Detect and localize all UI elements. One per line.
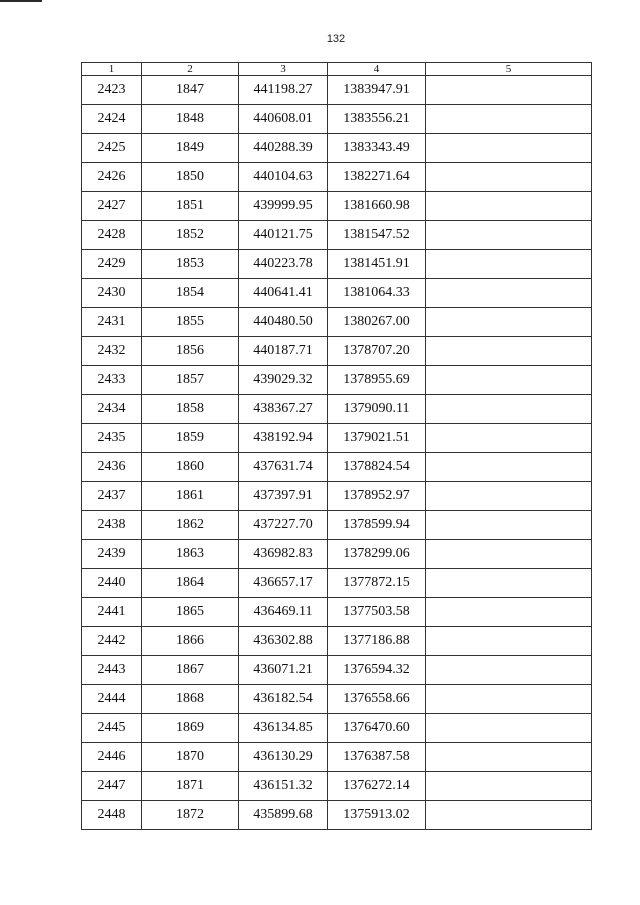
table-cell-col-5	[426, 627, 592, 656]
table-cell-col-5	[426, 714, 592, 743]
table-cell-col-4: 1378955.69	[328, 366, 426, 395]
table-cell-col-4: 1377503.58	[328, 598, 426, 627]
table-cell-col-2: 1862	[142, 511, 239, 540]
table-cell-col-5	[426, 424, 592, 453]
table-cell-col-1: 2436	[82, 453, 142, 482]
table-cell-col-5	[426, 569, 592, 598]
table-cell-col-3: 436302.88	[239, 627, 328, 656]
coordinates-table	[81, 62, 592, 830]
table-cell-col-4: 1377186.88	[328, 627, 426, 656]
table-cell-col-4: 1378599.94	[328, 511, 426, 540]
column-header-4: 4	[328, 63, 426, 76]
table-cell-col-1: 2433	[82, 366, 142, 395]
table-cell-col-4: 1381660.98	[328, 192, 426, 221]
table-cell-col-2: 1866	[142, 627, 239, 656]
table-cell-col-5	[426, 250, 592, 279]
table-header-row	[82, 63, 592, 76]
table-cell-col-3: 436657.17	[239, 569, 328, 598]
table-row	[82, 424, 592, 453]
table-cell-col-5	[426, 453, 592, 482]
table-cell-col-3: 440288.39	[239, 134, 328, 163]
column-header-1: 1	[82, 63, 142, 76]
table-row	[82, 250, 592, 279]
table-cell-col-1: 2441	[82, 598, 142, 627]
table-cell-col-1: 2429	[82, 250, 142, 279]
table-cell-col-2: 1857	[142, 366, 239, 395]
page-number: 132	[326, 33, 346, 45]
scan-edge-mark	[0, 0, 42, 2]
table-cell-col-5	[426, 598, 592, 627]
table-cell-col-2: 1849	[142, 134, 239, 163]
table-cell-col-4: 1383556.21	[328, 105, 426, 134]
table-cell-col-5	[426, 337, 592, 366]
table-cell-col-5	[426, 482, 592, 511]
table-cell-col-4: 1383947.91	[328, 76, 426, 105]
table-cell-col-4: 1378952.97	[328, 482, 426, 511]
table-row	[82, 685, 592, 714]
table-cell-col-1: 2447	[82, 772, 142, 801]
table-row	[82, 714, 592, 743]
table-cell-col-1: 2437	[82, 482, 142, 511]
table-cell-col-3: 436071.21	[239, 656, 328, 685]
table-cell-col-4: 1376387.58	[328, 743, 426, 772]
table-cell-col-4: 1379090.11	[328, 395, 426, 424]
table-cell-col-3: 440480.50	[239, 308, 328, 337]
table-row	[82, 453, 592, 482]
table-row	[82, 366, 592, 395]
table-cell-col-5	[426, 134, 592, 163]
table-cell-col-2: 1854	[142, 279, 239, 308]
table-cell-col-3: 438192.94	[239, 424, 328, 453]
table-cell-col-2: 1863	[142, 540, 239, 569]
table-cell-col-2: 1870	[142, 743, 239, 772]
table-row	[82, 569, 592, 598]
table-cell-col-1: 2427	[82, 192, 142, 221]
table-row	[82, 395, 592, 424]
table-body	[82, 76, 592, 830]
table-cell-col-4: 1377872.15	[328, 569, 426, 598]
table-row	[82, 337, 592, 366]
table-cell-col-1: 2434	[82, 395, 142, 424]
table-cell-col-5	[426, 772, 592, 801]
table-cell-col-1: 2428	[82, 221, 142, 250]
table-row	[82, 163, 592, 192]
table-cell-col-2: 1856	[142, 337, 239, 366]
table-cell-col-2: 1859	[142, 424, 239, 453]
table-row	[82, 511, 592, 540]
table-cell-col-5	[426, 221, 592, 250]
table-cell-col-3: 438367.27	[239, 395, 328, 424]
table-cell-col-4: 1378299.06	[328, 540, 426, 569]
table-cell-col-2: 1864	[142, 569, 239, 598]
table-cell-col-2: 1851	[142, 192, 239, 221]
table-cell-col-4: 1378824.54	[328, 453, 426, 482]
table-cell-col-4: 1375913.02	[328, 801, 426, 830]
table-cell-col-4: 1376594.32	[328, 656, 426, 685]
table-row	[82, 482, 592, 511]
table-cell-col-2: 1865	[142, 598, 239, 627]
table-cell-col-5	[426, 192, 592, 221]
table-cell-col-4: 1380267.00	[328, 308, 426, 337]
table-row	[82, 279, 592, 308]
table-cell-col-3: 440187.71	[239, 337, 328, 366]
table-cell-col-3: 440104.63	[239, 163, 328, 192]
table-row	[82, 76, 592, 105]
table-cell-col-5	[426, 279, 592, 308]
table-cell-col-2: 1868	[142, 685, 239, 714]
table-cell-col-5	[426, 395, 592, 424]
table-cell-col-5	[426, 540, 592, 569]
table-cell-col-3: 440641.41	[239, 279, 328, 308]
table-cell-col-5	[426, 76, 592, 105]
table-row	[82, 105, 592, 134]
table-cell-col-2: 1850	[142, 163, 239, 192]
table-cell-col-2: 1848	[142, 105, 239, 134]
table-cell-col-1: 2440	[82, 569, 142, 598]
table-row	[82, 656, 592, 685]
table-cell-col-3: 441198.27	[239, 76, 328, 105]
table-cell-col-3: 437227.70	[239, 511, 328, 540]
column-header-3: 3	[239, 63, 328, 76]
table-cell-col-3: 437631.74	[239, 453, 328, 482]
table-cell-col-2: 1871	[142, 772, 239, 801]
table-cell-col-4: 1379021.51	[328, 424, 426, 453]
table-cell-col-3: 440223.78	[239, 250, 328, 279]
table-cell-col-1: 2448	[82, 801, 142, 830]
table-cell-col-3: 436151.32	[239, 772, 328, 801]
table-row	[82, 221, 592, 250]
table-cell-col-1: 2438	[82, 511, 142, 540]
table-cell-col-1: 2435	[82, 424, 142, 453]
table-cell-col-1: 2446	[82, 743, 142, 772]
table-row	[82, 134, 592, 163]
table-cell-col-5	[426, 656, 592, 685]
table-cell-col-3: 439999.95	[239, 192, 328, 221]
table-cell-col-4: 1381064.33	[328, 279, 426, 308]
table-cell-col-5	[426, 308, 592, 337]
table-cell-col-5	[426, 366, 592, 395]
column-header-5: 5	[426, 63, 592, 76]
table-cell-col-3: 436130.29	[239, 743, 328, 772]
table-cell-col-4: 1376470.60	[328, 714, 426, 743]
table-cell-col-5	[426, 511, 592, 540]
table-cell-col-3: 436469.11	[239, 598, 328, 627]
table-cell-col-3: 436134.85	[239, 714, 328, 743]
table-cell-col-1: 2424	[82, 105, 142, 134]
table-cell-col-3: 439029.32	[239, 366, 328, 395]
table-cell-col-4: 1381451.91	[328, 250, 426, 279]
table-cell-col-5	[426, 685, 592, 714]
table-cell-col-2: 1852	[142, 221, 239, 250]
table-cell-col-1: 2426	[82, 163, 142, 192]
table-cell-col-2: 1860	[142, 453, 239, 482]
table-cell-col-5	[426, 105, 592, 134]
table-cell-col-5	[426, 163, 592, 192]
table-row	[82, 743, 592, 772]
table-cell-col-1: 2430	[82, 279, 142, 308]
table-cell-col-2: 1869	[142, 714, 239, 743]
table-cell-col-4: 1378707.20	[328, 337, 426, 366]
table-cell-col-1: 2431	[82, 308, 142, 337]
table-cell-col-1: 2439	[82, 540, 142, 569]
table-cell-col-3: 436982.83	[239, 540, 328, 569]
table-cell-col-4: 1381547.52	[328, 221, 426, 250]
table-cell-col-1: 2444	[82, 685, 142, 714]
table-row	[82, 801, 592, 830]
table-cell-col-4: 1383343.49	[328, 134, 426, 163]
table-cell-col-2: 1847	[142, 76, 239, 105]
table-cell-col-2: 1867	[142, 656, 239, 685]
table-row	[82, 772, 592, 801]
table-cell-col-1: 2432	[82, 337, 142, 366]
table-cell-col-2: 1861	[142, 482, 239, 511]
table-cell-col-1: 2445	[82, 714, 142, 743]
table-row	[82, 540, 592, 569]
table-row	[82, 308, 592, 337]
table-cell-col-4: 1376558.66	[328, 685, 426, 714]
table-cell-col-1: 2443	[82, 656, 142, 685]
table-cell-col-5	[426, 801, 592, 830]
table-row	[82, 192, 592, 221]
table-cell-col-5	[426, 743, 592, 772]
table-cell-col-1: 2423	[82, 76, 142, 105]
table-cell-col-3: 440121.75	[239, 221, 328, 250]
table-cell-col-4: 1376272.14	[328, 772, 426, 801]
table-cell-col-2: 1872	[142, 801, 239, 830]
table-cell-col-1: 2425	[82, 134, 142, 163]
table-cell-col-2: 1858	[142, 395, 239, 424]
table-cell-col-4: 1382271.64	[328, 163, 426, 192]
table-cell-col-3: 435899.68	[239, 801, 328, 830]
table-row	[82, 627, 592, 656]
table-cell-col-2: 1853	[142, 250, 239, 279]
table-cell-col-3: 436182.54	[239, 685, 328, 714]
table-cell-col-3: 440608.01	[239, 105, 328, 134]
table-cell-col-3: 437397.91	[239, 482, 328, 511]
column-header-2: 2	[142, 63, 239, 76]
table-row	[82, 598, 592, 627]
table-cell-col-1: 2442	[82, 627, 142, 656]
table-cell-col-2: 1855	[142, 308, 239, 337]
